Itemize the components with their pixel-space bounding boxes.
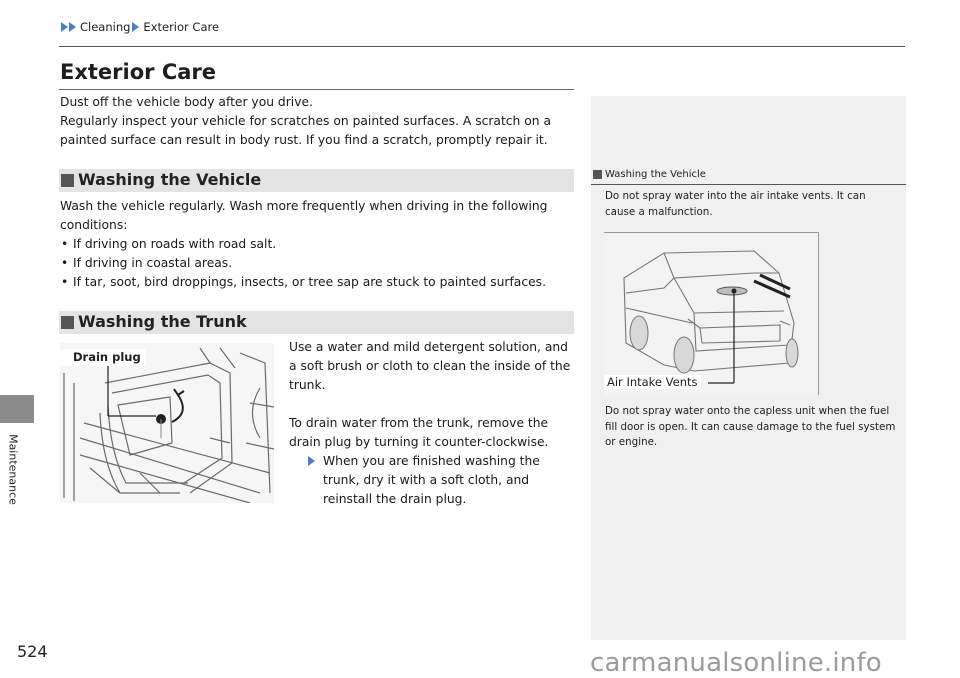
watermark: carmanualsonline.info bbox=[590, 648, 882, 678]
washing-trunk-text bbox=[289, 338, 579, 509]
washing-vehicle-text bbox=[60, 197, 575, 292]
section-heading-washing-trunk bbox=[59, 311, 574, 334]
air-intake-vents-callout: Air Intake Vents bbox=[604, 375, 701, 389]
page-number: 524 bbox=[17, 642, 48, 661]
intro-paragraph: Regularly inspect your vehicle for scratches on painted surfaces. A scratch on a painted surface can result in body rust. If you find a scratch, promptly repair it. bbox=[60, 114, 552, 147]
list-item: • If driving in coastal areas. bbox=[60, 254, 575, 273]
title-divider bbox=[59, 89, 574, 90]
breadcrumb bbox=[61, 20, 221, 34]
breadcrumb-item-exterior-care[interactable]: Exterior Care bbox=[143, 20, 220, 34]
breadcrumb-arrow-icon bbox=[69, 22, 76, 32]
chapter-tab-label: Maintenance bbox=[6, 434, 20, 505]
section-heading-label: Washing the Vehicle bbox=[78, 170, 262, 189]
sidebar-paragraph: Do not spray water into the air intake vents. It can cause a malfunction. bbox=[605, 190, 866, 218]
breadcrumb-arrow-icon bbox=[132, 22, 139, 32]
trunk-drawing bbox=[60, 343, 274, 503]
chapter-tab bbox=[2, 426, 18, 516]
section-heading-washing-vehicle bbox=[59, 169, 574, 192]
header-divider bbox=[59, 46, 905, 47]
washing-vehicle-paragraph: Wash the vehicle regularly. Wash more frequently when driving in the following conditions: bbox=[60, 199, 548, 232]
intro-paragraph: Dust off the vehicle body after you drive. bbox=[60, 95, 313, 109]
section-square-icon bbox=[61, 316, 74, 329]
truck-illustration bbox=[604, 232, 819, 395]
section-square-icon bbox=[61, 174, 74, 187]
truck-drawing bbox=[604, 233, 818, 395]
drain-plug-callout: Drain plug bbox=[60, 349, 146, 366]
breadcrumb-arrow-icon bbox=[61, 22, 68, 32]
washing-trunk-paragraph: Use a water and mild detergent solution, and a soft brush or cloth to clean the inside of the trunk. bbox=[289, 340, 571, 392]
chapter-tab-marker bbox=[0, 395, 34, 423]
list-item: • If driving on roads with road salt. bbox=[60, 235, 575, 254]
sidebar-divider bbox=[591, 184, 906, 185]
sidebar-heading-label: Washing the Vehicle bbox=[605, 169, 706, 180]
note-marker-icon bbox=[593, 170, 602, 179]
sidebar-heading bbox=[591, 168, 906, 184]
page-title: Exterior Care bbox=[60, 60, 217, 84]
intro-text bbox=[60, 93, 575, 150]
washing-trunk-paragraph: To drain water from the trunk, remove the drain plug by turning it counter-clockwise. bbox=[289, 416, 549, 449]
section-heading-label: Washing the Trunk bbox=[78, 312, 247, 331]
sidebar-paragraph: Do not spray water onto the capless unit when the fuel fill door is open. It can cause damage to the fuel system or engine. bbox=[605, 405, 896, 448]
list-item: • If tar, soot, bird droppings, insects, or tree sap are stuck to painted surfaces. bbox=[60, 273, 575, 292]
trunk-illustration bbox=[60, 343, 274, 503]
sub-instruction-text: When you are finished washing the trunk, dry it with a soft cloth, and reinstall the drain plug. bbox=[323, 454, 540, 506]
sub-arrow-icon bbox=[308, 456, 315, 466]
sub-instruction bbox=[289, 452, 579, 509]
breadcrumb-item-cleaning[interactable]: Cleaning bbox=[80, 20, 131, 34]
